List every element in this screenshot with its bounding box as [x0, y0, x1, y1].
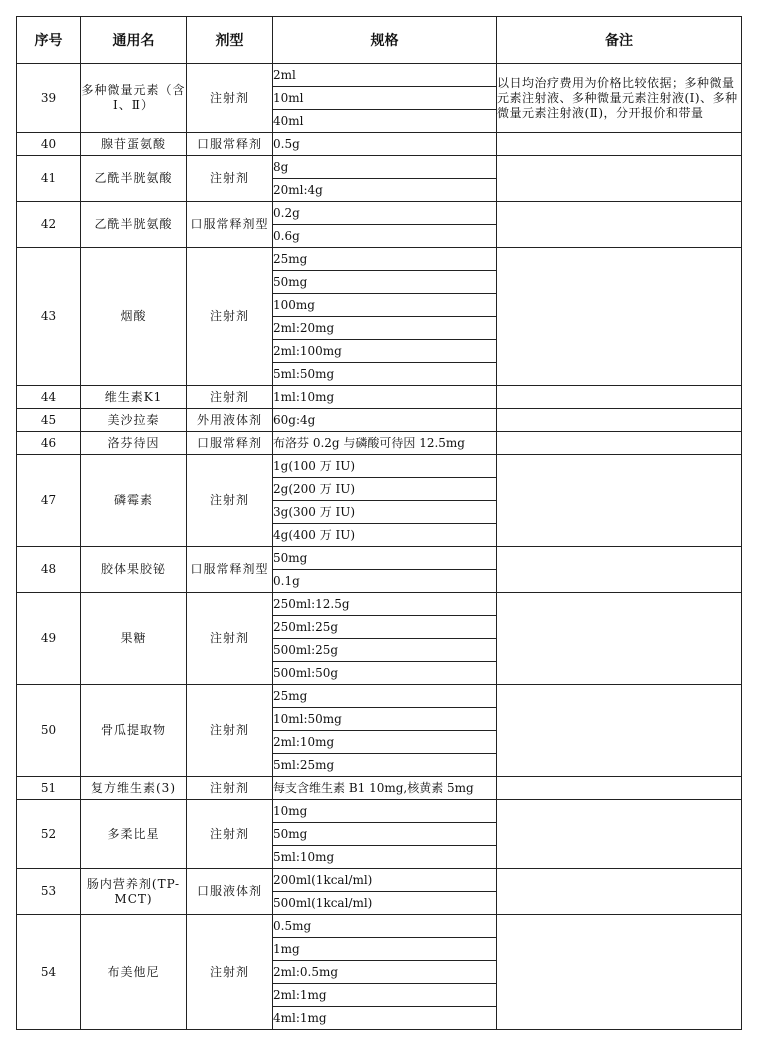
- dosage-form-cell: 注射剂: [187, 915, 273, 1030]
- remarks-cell: [497, 432, 742, 455]
- dosage-form-cell: 注射剂: [187, 800, 273, 869]
- serial-number-cell: 44: [17, 386, 81, 409]
- dosage-form-cell: 注射剂: [187, 685, 273, 777]
- specification-cell: 25mg: [273, 248, 497, 271]
- remarks-cell: [497, 593, 742, 685]
- remarks-cell: [497, 685, 742, 777]
- table-row: [17, 432, 742, 455]
- specification-cell: 每支含维生素 B1 10mg,核黄素 5mg: [273, 777, 497, 800]
- generic-name-cell: 果糖: [81, 593, 187, 685]
- serial-number-cell: 41: [17, 156, 81, 202]
- serial-number-cell: 47: [17, 455, 81, 547]
- generic-name-cell: 多柔比星: [81, 800, 187, 869]
- header-generic-name: 通用名: [81, 17, 187, 64]
- specification-cell: 0.6g: [273, 225, 497, 248]
- remarks-cell: [497, 409, 742, 432]
- serial-number-cell: 43: [17, 248, 81, 386]
- table-row: [17, 593, 742, 616]
- table-header-row: [17, 17, 742, 64]
- table-row: [17, 248, 742, 271]
- generic-name-cell: 肠内营养剂(TP-MCT): [81, 869, 187, 915]
- dosage-form-cell: 注射剂: [187, 593, 273, 685]
- dosage-form-cell: 注射剂: [187, 64, 273, 133]
- specification-cell: 250ml:25g: [273, 616, 497, 639]
- serial-number-cell: 53: [17, 869, 81, 915]
- specification-cell: 100mg: [273, 294, 497, 317]
- specification-cell: 20ml:4g: [273, 179, 497, 202]
- table-row: [17, 915, 742, 938]
- serial-number-cell: 48: [17, 547, 81, 593]
- dosage-form-cell: 口服液体剂: [187, 869, 273, 915]
- generic-name-cell: 复方维生素(3): [81, 777, 187, 800]
- specification-cell: 500ml:50g: [273, 662, 497, 685]
- generic-name-cell: 布美他尼: [81, 915, 187, 1030]
- header-specification: 规格: [273, 17, 497, 64]
- specification-cell: 0.1g: [273, 570, 497, 593]
- serial-number-cell: 42: [17, 202, 81, 248]
- table-row: [17, 386, 742, 409]
- specification-cell: 4g(400 万 IU): [273, 524, 497, 547]
- specification-cell: 0.5mg: [273, 915, 497, 938]
- specification-cell: 1mg: [273, 938, 497, 961]
- specification-cell: 200ml(1kcal/ml): [273, 869, 497, 892]
- header-serial-number: 序号: [17, 17, 81, 64]
- generic-name-cell: 骨瓜提取物: [81, 685, 187, 777]
- serial-number-cell: 39: [17, 64, 81, 133]
- specification-cell: 10mg: [273, 800, 497, 823]
- specification-cell: 3g(300 万 IU): [273, 501, 497, 524]
- table-row: [17, 777, 742, 800]
- generic-name-cell: 烟酸: [81, 248, 187, 386]
- generic-name-cell: 磷霉素: [81, 455, 187, 547]
- specification-cell: 1g(100 万 IU): [273, 455, 497, 478]
- remarks-cell: [497, 547, 742, 593]
- remarks-cell: [497, 869, 742, 915]
- serial-number-cell: 49: [17, 593, 81, 685]
- dosage-form-cell: 外用液体剂: [187, 409, 273, 432]
- specification-cell: 2ml: [273, 64, 497, 87]
- serial-number-cell: 54: [17, 915, 81, 1030]
- specification-cell: 60g:4g: [273, 409, 497, 432]
- dosage-form-cell: 注射剂: [187, 777, 273, 800]
- drug-list-table: [16, 16, 742, 1030]
- table-row: [17, 455, 742, 478]
- generic-name-cell: 美沙拉秦: [81, 409, 187, 432]
- generic-name-cell: 洛芬待因: [81, 432, 187, 455]
- remarks-cell: [497, 156, 742, 202]
- table-row: [17, 869, 742, 892]
- specification-cell: 2ml:10mg: [273, 731, 497, 754]
- specification-cell: 10ml:50mg: [273, 708, 497, 731]
- serial-number-cell: 52: [17, 800, 81, 869]
- serial-number-cell: 46: [17, 432, 81, 455]
- generic-name-cell: 多种微量元素（含Ⅰ、Ⅱ）: [81, 64, 187, 133]
- remarks-cell: [497, 386, 742, 409]
- generic-name-cell: 乙酰半胱氨酸: [81, 156, 187, 202]
- specification-cell: 10ml: [273, 87, 497, 110]
- dosage-form-cell: 注射剂: [187, 386, 273, 409]
- specification-cell: 0.2g: [273, 202, 497, 225]
- specification-cell: 500ml(1kcal/ml): [273, 892, 497, 915]
- specification-cell: 50mg: [273, 823, 497, 846]
- specification-cell: 0.5g: [273, 133, 497, 156]
- remarks-cell: [497, 800, 742, 869]
- header-dosage-form: 剂型: [187, 17, 273, 64]
- remarks-cell: [497, 915, 742, 1030]
- specification-cell: 50mg: [273, 271, 497, 294]
- specification-cell: 25mg: [273, 685, 497, 708]
- generic-name-cell: 胶体果胶铋: [81, 547, 187, 593]
- table-row: [17, 202, 742, 225]
- table-row: [17, 133, 742, 156]
- serial-number-cell: 51: [17, 777, 81, 800]
- specification-cell: 2ml:0.5mg: [273, 961, 497, 984]
- serial-number-cell: 40: [17, 133, 81, 156]
- specification-cell: 2ml:1mg: [273, 984, 497, 1007]
- specification-cell: 布洛芬 0.2g 与磷酸可待因 12.5mg: [273, 432, 497, 455]
- dosage-form-cell: 口服常释剂型: [187, 202, 273, 248]
- generic-name-cell: 乙酰半胱氨酸: [81, 202, 187, 248]
- specification-cell: 5ml:10mg: [273, 846, 497, 869]
- dosage-form-cell: 口服常释剂: [187, 432, 273, 455]
- table-row: [17, 64, 742, 87]
- remarks-cell: [497, 248, 742, 386]
- remarks-cell: [497, 133, 742, 156]
- serial-number-cell: 50: [17, 685, 81, 777]
- specification-cell: 500ml:25g: [273, 639, 497, 662]
- specification-cell: 2ml:20mg: [273, 317, 497, 340]
- specification-cell: 250ml:12.5g: [273, 593, 497, 616]
- table-row: [17, 156, 742, 179]
- specification-cell: 50mg: [273, 547, 497, 570]
- specification-cell: 2g(200 万 IU): [273, 478, 497, 501]
- table-row: [17, 800, 742, 823]
- remarks-cell: [497, 777, 742, 800]
- table-body: [17, 64, 742, 1030]
- table-row: [17, 409, 742, 432]
- specification-cell: 5ml:50mg: [273, 363, 497, 386]
- dosage-form-cell: 口服常释剂: [187, 133, 273, 156]
- table-row: [17, 547, 742, 570]
- specification-cell: 8g: [273, 156, 497, 179]
- dosage-form-cell: 注射剂: [187, 248, 273, 386]
- table-row: [17, 685, 742, 708]
- specification-cell: 1ml:10mg: [273, 386, 497, 409]
- specification-cell: 2ml:100mg: [273, 340, 497, 363]
- remarks-cell: 以日均治疗费用为价格比较依据；多种微量元素注射液、多种微量元素注射液(Ⅰ)、多种微量元素注射液(Ⅱ)，分开报价和带量: [497, 64, 742, 133]
- dosage-form-cell: 口服常释剂型: [187, 547, 273, 593]
- serial-number-cell: 45: [17, 409, 81, 432]
- header-remarks: 备注: [497, 17, 742, 64]
- generic-name-cell: 腺苷蛋氨酸: [81, 133, 187, 156]
- dosage-form-cell: 注射剂: [187, 156, 273, 202]
- remarks-cell: [497, 455, 742, 547]
- specification-cell: 4ml:1mg: [273, 1007, 497, 1030]
- specification-cell: 40ml: [273, 110, 497, 133]
- generic-name-cell: 维生素K1: [81, 386, 187, 409]
- dosage-form-cell: 注射剂: [187, 455, 273, 547]
- specification-cell: 5ml:25mg: [273, 754, 497, 777]
- remarks-cell: [497, 202, 742, 248]
